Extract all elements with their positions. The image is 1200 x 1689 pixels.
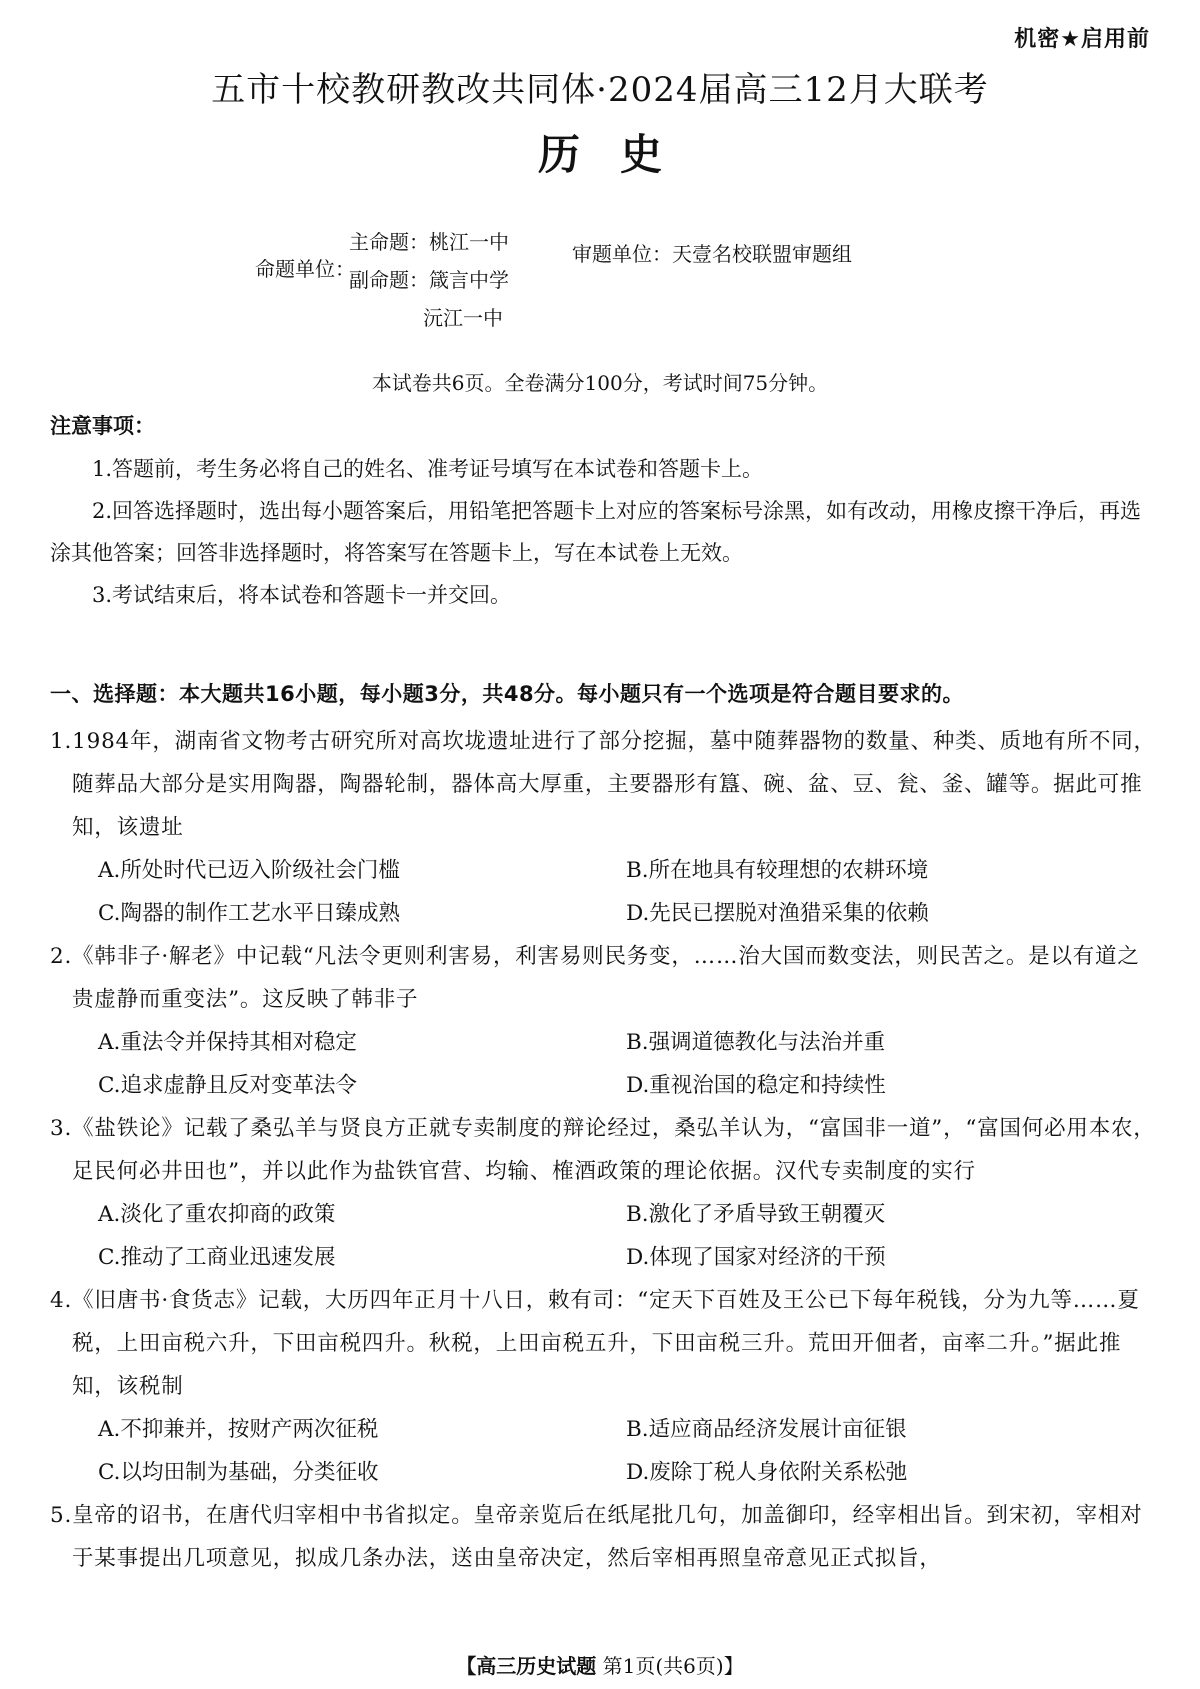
option-b: B.激化了矛盾导致王朝覆灭 (626, 1202, 886, 1227)
footer-page: 第1页(共6页)】 (602, 1654, 744, 1678)
main-unit: 主命题：桃江一中 (349, 230, 509, 254)
notes-list (50, 448, 1155, 616)
subject-title: 历史 (537, 130, 702, 179)
units-label: 命题单位： (255, 257, 355, 281)
question-4 (50, 1279, 1160, 1494)
question-stem: 4.《旧唐书·食货志》记载，大历四年正月十八日，敕有司：“定天下百姓及王公已下每年税钱，分为九等……夏税，上田亩税六升，下田亩税四升。秋税，上田亩税五升，下田亩税三升。荒田开佃者，亩率二升。”据此推知，该税制 (50, 1288, 1140, 1399)
option-a: A.所处时代已迈入阶级社会门槛 (98, 858, 400, 883)
third-unit: 沅江一中 (423, 306, 503, 330)
vice-unit: 副命题：箴言中学 (349, 268, 509, 292)
exam-intro: 本试卷共6页。全卷满分100分，考试时间75分钟。 (371, 371, 829, 395)
section-heading: 一、选择题：本大题共16小题，每小题3分，共48分。每小题只有一个选项是符合题目要求的。 (50, 682, 965, 706)
option-grid (50, 1408, 1160, 1494)
question-stem: 3.《盐铁论》记载了桑弘羊与贤良方正就专卖制度的辩论经过，桑弘羊认为，“富国非一道”，“富国何必用本农，足民何必井田也”，并以此作为盐铁官营、均输、榷酒政策的理论依据。汉代专卖制度的实行 (50, 1116, 1156, 1184)
option-c: C.追求虚静且反对变革法令 (98, 1073, 358, 1098)
question-2 (50, 935, 1160, 1107)
option-d: D.先民已摆脱对渔猎采集的依赖 (626, 901, 929, 926)
note-item: 2.回答选择题时，选出每小题答案后，用铅笔把答题卡上对应的答案标号涂黑，如有改动，用橡皮擦干净后，再选涂其他答案；回答非选择题时，将答案写在答题卡上，写在本试卷上无效。 (50, 499, 1142, 565)
option-d: D.重视治国的稳定和持续性 (626, 1073, 886, 1098)
option-grid (50, 849, 1160, 935)
page-footer (0, 1650, 1200, 1679)
option-d: D.废除丁税人身依附关系松弛 (626, 1460, 908, 1485)
question-stem: 5.皇帝的诏书，在唐代归宰相中书省拟定。皇帝亲览后在纸尾批几句，加盖御印，经宰相出旨。到宋初，宰相对于某事提出几项意见，拟成几条办法，送由皇帝决定，然后宰相再照皇帝意见正式拟旨， (50, 1503, 1143, 1571)
option-grid (50, 1021, 1160, 1107)
option-b: B.强调道德教化与法治并重 (626, 1030, 886, 1055)
option-c: C.推动了工商业迅速发展 (98, 1245, 336, 1270)
question-3 (50, 1107, 1160, 1279)
option-d: D.体现了国家对经济的干预 (626, 1245, 886, 1270)
confidential-mark: 机密★启用前 (1014, 27, 1150, 52)
option-grid (50, 1193, 1160, 1279)
option-a: A.不抑兼并，按财产两次征税 (98, 1417, 379, 1442)
exam-title: 五市十校教研教改共同体·2024届高三12月大联考 (211, 70, 989, 110)
question-5 (50, 1494, 1160, 1580)
question-1 (50, 720, 1160, 935)
question-stem: 1.1984年，湖南省文物考古研究所对高坎垅遗址进行了部分挖掘，墓中随葬器物的数量、种类、质地有所不同，随葬品大部分是实用陶器，陶器轮制，器体高大厚重，主要器形有簋、碗、盆、豆、瓮、釜、罐等。据此可推知，该遗址 (50, 729, 1156, 840)
option-b: B.所在地具有较理想的农耕环境 (626, 858, 929, 883)
option-a: A.淡化了重农抑商的政策 (98, 1202, 336, 1227)
option-a: A.重法令并保持其相对稳定 (98, 1030, 357, 1055)
option-c: C.陶器的制作工艺水平日臻成熟 (98, 901, 401, 926)
question-list (50, 720, 1160, 1580)
footer-label: 【高三历史试题 (456, 1654, 597, 1678)
notes-title: 注意事项： (50, 414, 155, 438)
review-unit: 审题单位：天壹名校联盟审题组 (572, 242, 852, 266)
question-stem: 2.《韩非子·解老》中记载“凡法令更则利害易，利害易则民务变，……治大国而数变法，则民苦之。是以有道之贵虚静而重变法”。这反映了韩非子 (50, 944, 1140, 1012)
note-item: 3.考试结束后，将本试卷和答题卡一并交回。 (92, 583, 512, 607)
option-b: B.适应商品经济发展计亩征银 (626, 1417, 907, 1442)
note-item: 1.答题前，考生务必将自己的姓名、准考证号填写在本试卷和答题卡上。 (92, 457, 764, 481)
option-c: C.以均田制为基础，分类征收 (98, 1460, 379, 1485)
